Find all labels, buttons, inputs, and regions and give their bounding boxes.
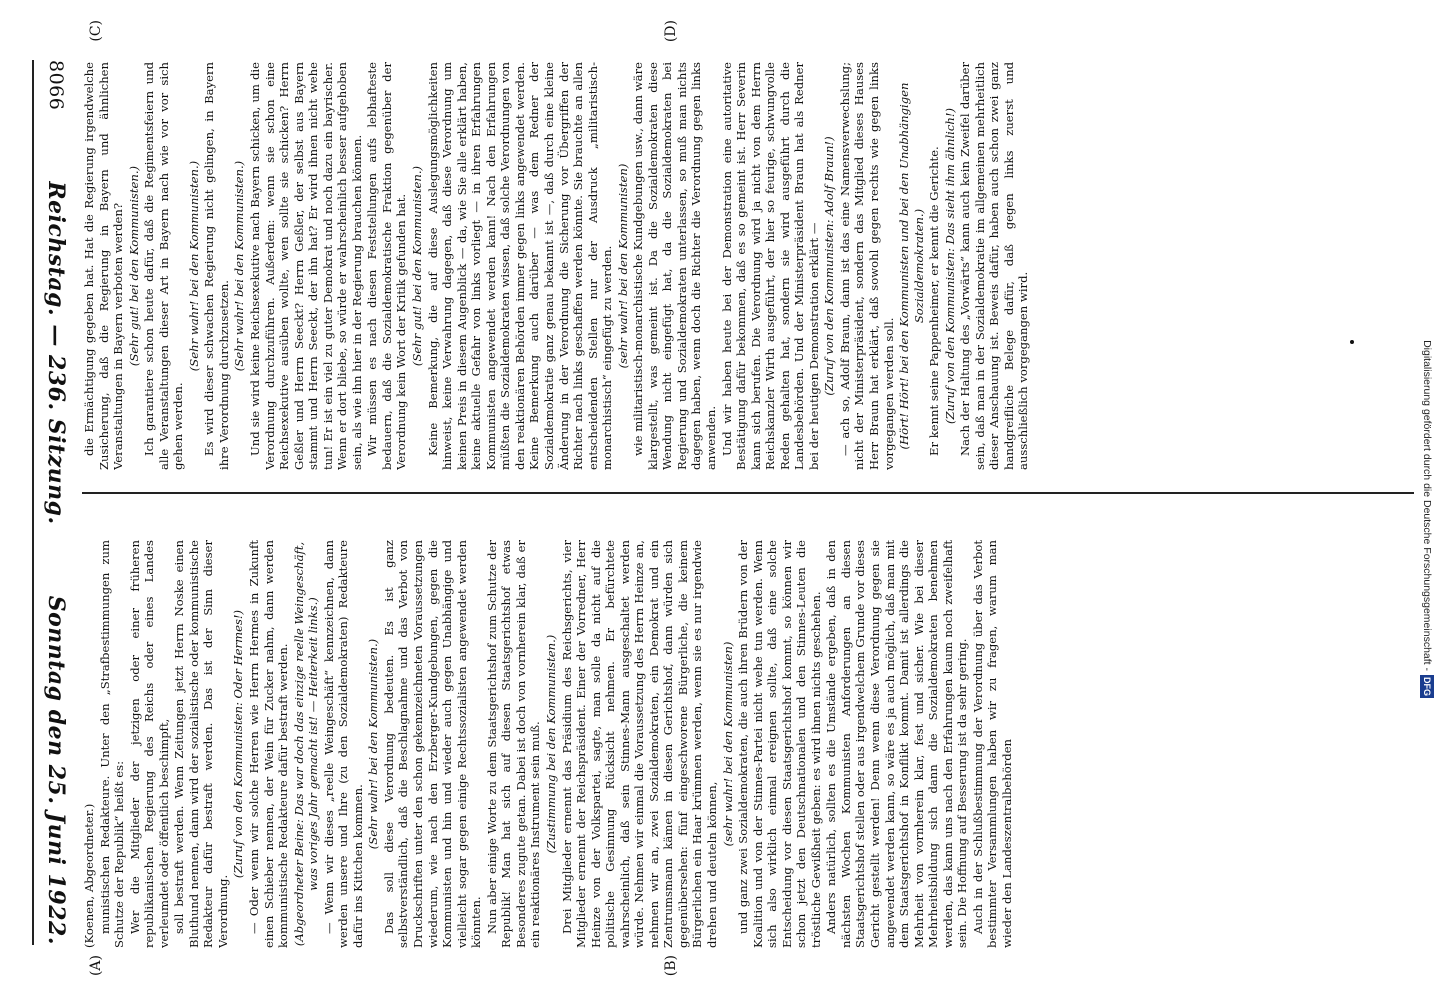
paragraph: Wer die Mitglieder der jetzigen oder einer früheren republikanischen Regierung des Reichs oder eines Landes verleumdet oder öffentlich beschimpft, bbox=[127, 540, 171, 948]
margin-marker-a: (A) bbox=[88, 955, 104, 977]
paragraph: Das soll diese Verordnung bedeuten. Es ist ganz selbstverständlich, daß die Beschlagnahme und das Verbot von Druckschriften unter den schon gekennzeichneten Voraussetzungen wiederum, wie nach den Erzberger-Kundgebungen, gegen die Kommunisten und hin und wieder auch gegen Unabhängige und vielleicht sogar gegen einige Rechtssozialisten angewendet werden könnten. bbox=[381, 540, 484, 948]
column-divider bbox=[82, 492, 1414, 494]
paragraph: — Oder wenn wir solche Herren wie Herrn Hermes in Zukunft einen Schieber nennen, der Wein für Zucker nahm, dann werden kommunistische Redakteure dafür bestraft werden. bbox=[247, 540, 291, 948]
paragraph: Es wird dieser schwachen Regierung nicht gelingen, in Bayern ihre Verordnung durchzusetzen. bbox=[202, 62, 231, 470]
paragraph: Drei Mitglieder ernennt das Präsidium des Reichsgerichts, vier Mitglieder ernennt der Reichspräsident. Einer der Vorredner, Herr Heinze von der Volkspartei, sagte, man solle da nicht auf die politische Gesinnung Rücksicht nehmen. Er befürchtete wahrscheinlich, daß sein Stinnes-Mann ausgeschaltet werden würde. Nehmen wir einmal die Voraussetzung des Herrn Heinze an, nehmen wir an, zwei Sozialdemokraten, ein Demokrat und ein Zentrumsmann kämen in diesen Gerichtshof, dann würden sich gegenübersehen: fünf eingeschworene Bürgerliche, die keinem Bürgerlichen ein Haar krümmen werden, wenn sie es nur irgendwie drehen und deuteln können, bbox=[559, 540, 719, 948]
paragraph: Anders natürlich, sollten es die Umstände ergeben, daß in den nächsten Wochen Kommunisten Anforderungen an diesen Staatsgerichtshof stellen oder aus irgendwelchem Grunde vor dieses Gericht gestellt werden! Denn wenn diese Verordnung gegen sie angewendet werden kann, so wäre es ja auch möglich, daß man mit dem Staatsgerichtshof in Konflikt kommt. Damit ist allerdings die Mehrheit von vornherein klar, fest und sicher. Wie bei dieser Mehrheitsbildung sich dann die Sozialdemokraten benehmen werden, das kann uns nach den Erfahrungen kaum noch zweifelhaft sein. Die Hoffnung auf Besserung ist da sehr gering. bbox=[824, 540, 970, 948]
paragraph: Wir müssen es nach diesen Feststellungen aufs lebhafteste bedauern, daß die Sozialdemokratische Fraktion gegenüber der Verordnung kein Wort der Kritik gefunden hat. bbox=[365, 62, 409, 470]
right-column bbox=[82, 62, 1412, 470]
credit-text-line bbox=[1420, 8, 1434, 698]
left-column-paragraphs bbox=[98, 540, 1015, 948]
paragraph: — ach so, Adolf Braun, dann ist das eine Namensverwechslung; nicht der Ministerpräsident, sondern das Mitglied dieses Hauses Herr Braun hat erklärt, daß sowohl gegen rechts wie gegen links vorgegangen werden soll. bbox=[837, 62, 896, 470]
dfg-logo: DFG bbox=[1422, 677, 1432, 696]
paragraph: (Zuruf von den Kommunisten: Adolf Braun!) bbox=[822, 136, 837, 396]
credit-text: Digitalisierung gefördert durch die Deutsche Forschungsgemeinschaft - bbox=[1421, 340, 1433, 671]
paragraph: die Ermächtigung gegeben hat. Hat die Regierung irgendwelche Zusicherung, daß die Regierung in Bayern und ähnlichen Veranstaltungen in Bayern verboten werden? bbox=[82, 62, 126, 470]
right-column-paragraphs bbox=[82, 62, 1031, 470]
paragraph: munistischen Redakteure. Unter den „Strafbestimmungen zum Schutze der Republik“ heißt es: bbox=[97, 540, 127, 948]
paragraph: (Zuruf von den Kommunisten: Das sieht ihm ähnlich!) bbox=[942, 107, 957, 425]
paragraph: Nun aber einige Worte zu dem Staatsgerichtshof zum Schutze der Republik! Man hat sich auf diesen Staatsgerichtshof etwas Besonderes zugute getan. Dabei ist doch von vornherein klar, daß er ein reaktionäres Instrument sein muß. bbox=[484, 540, 543, 948]
paragraph: (Sehr wahr! bei den Kommunisten.) bbox=[232, 160, 247, 372]
paragraph: (sehr wahr! bei den Kommunisten) bbox=[720, 641, 735, 847]
margin-marker-d: (D) bbox=[663, 20, 679, 43]
paragraph: soll bestraft werden. Wenn Zeitungen jetzt Herrn Noske einen Bluthund nennen, dann wird der sozialistische oder kommunistische Redakteur dafür bestraft werden. Das ist der Sinn dieser Verordnung. bbox=[172, 540, 230, 948]
paragraph: Nach der Haltung des „Vorwärts“ kann auch kein Zweifel darüber sein, daß man in der Sozialdemokratie im allgemeinen mehrheitlich dieser Anschauung ist. Beweis dafür, haben auch schon zwei ganz handgreifliche Belege dafür, daß gegen links zuerst und ausschließlich vorgegangen wird. bbox=[958, 62, 1031, 470]
paragraph: (Zustimmung bei den Kommunisten.) bbox=[543, 634, 558, 854]
paragraph: (Hört! Hört! bei den Kommunisten und bei den Unabhängigen Sozialdemokraten.) bbox=[897, 82, 926, 450]
margin-marker-c: (C) bbox=[88, 20, 104, 42]
page-date: Sonntag den 25. Juni 1922. bbox=[43, 595, 69, 945]
page-header bbox=[32, 60, 78, 945]
paragraph: und ganz zwei Sozialdemokraten, die auch ihren Brüdern von der Koalition und von der Stinnes-Partei nicht wehe tun werden. Wenn sich also wirklich einmal ereignen sollte, daß eine solche Entscheidung vor diesen Staatsgerichtshof kommt, so können wir schon jetzt den Deutschnationalen und den Stinnes-Leuten die tröstliche Gewißheit geben: es wird ihnen nichts geschehen. bbox=[736, 540, 823, 948]
paragraph: Und wir haben heute bei der Demonstration eine autoritative Bestätigung dafür bekommen, daß es so gemeint ist. Herr Severin kann sich berufen. Die Verordnung wird ja nicht von dem Herrn Reichskanzler Wirth ausgeführt, der hier so feurige, schwungvolle Reden gehalten hat, sondern sie wird ausgeführt durch die Landesbehörden. Und der Ministerpräsident Braun hat als Redner bei der heutigen Demonstration erklärt — bbox=[719, 62, 821, 470]
ink-dot bbox=[1350, 340, 1354, 344]
paragraph: (Sehr wahr! bei den Kommunisten.) bbox=[366, 638, 381, 850]
paragraph: Ich garantiere schon heute dafür, daß die Regimentsfeiern und alle Veranstaltungen dieser Art in Bayern nach wie vor vor sich gehen werden. bbox=[142, 62, 186, 470]
paragraph: Und sie wird keine Reichsexekutive nach Bayern schicken, um die Verordnung durchzuführen. Außerdem: wenn sie schon eine Reichsexekutive ausüben wollte, wen sollte sie schicken? Herrn Geßler und Herrn Seeckt? Herrn Geßler, der selbst aus Bayern stammt und Herrn Seeckt, der ihn hat? Er wird ihnen nicht wehe tun! Er ist ein viel zu guter Demokrat und noch dazu ein bayrischer. Wenn er dort bliebe, so würde er wahrscheinlich besser aufgehoben sein, als wie ihn hier in der Regierung brauchen können. bbox=[248, 62, 364, 470]
paragraph: (Sehr gut! bei den Kommunisten.) bbox=[410, 165, 425, 367]
paragraph: Keine Bemerkung, die auf diese Auslegungsmöglichkeiten hinweist, keine Verwahrung dagegen, daß diese Verordnung um keinen Preis in diesem Augenblick — da, wie Sie alle erklärt haben, keine aktuelle Gefahr von links vorliegt — in ihren Erfahrungen Kommunisten angewendet werden kann! Nach den Erfahrungen müßten die Sozialdemokraten wissen, daß solche Verordnungen von den reaktionären Behörden immer gegen links angewendet werden. Keine Bemerkung auch darüber — was dem Redner der Sozialdemokratie ganz genau bekannt ist —, daß durch eine kleine Änderung in der Verordnung die Sicherung vor Übergriffen der Richter nach links geschaffen werden könnte. Sie brauchte an allen entscheidenden Stellen nur der Ausdruck „militaristisch-monarchistisch“ eingefügt zu werden. bbox=[425, 62, 615, 470]
margin-marker-b: (B) bbox=[663, 955, 679, 977]
paragraph: wie militaristisch-monarchistische Kundgebungen usw., dann wäre klargestellt, was gemeint ist. Da die Sozialdemokraten diese Wendung nicht eingefügt hat, da die Sozialdemokraten bei Regierung und Sozialdemokraten unterlassen, so muß man nichts dagegen haben, wenn doch die Richter die Verordnung gegen links anwenden. bbox=[631, 62, 718, 470]
page-title: Reichstag. — 236. Sitzung. bbox=[43, 181, 69, 525]
paragraph: — Wenn wir dieses „reelle Weingeschäft“ kennzeichnen, dann werden unsere und Ihre (zu den Sozialdemokraten) Redakteure dafür ins Kittchen kommen. bbox=[321, 540, 365, 948]
paragraph: Er kennt seine Pappenheimer, er kennt die Gerichte. bbox=[927, 146, 942, 456]
paragraph: (sehr wahr! bei den Kommunisten) bbox=[615, 163, 630, 369]
paragraph: (Zuruf von den Kommunisten: Oder Hermes!) bbox=[231, 609, 246, 879]
paragraph: (Sehr gut! bei den Kommunisten.) bbox=[126, 165, 141, 367]
left-column bbox=[82, 540, 1412, 948]
speaker-line: (Koenen, Abgeordneter.) bbox=[82, 803, 96, 948]
paragraph: (Abgeordneter Beine: Das war doch das einzige reelle Weingeschäft, was voriges Jahr gemacht ist! — Heiterkeit links.) bbox=[291, 541, 321, 947]
paragraph: (Sehr wahr! bei den Kommunisten.) bbox=[186, 160, 201, 372]
paragraph: Auch in der Schlußbestimmung der Verordnung über das Verbot bestimmter Versammlungen haben wir zu fragen, warum man wieder den Landeszentralbehörden bbox=[970, 540, 1014, 948]
page-number: 8066 bbox=[45, 60, 67, 111]
digitization-credit bbox=[1420, 8, 1434, 698]
